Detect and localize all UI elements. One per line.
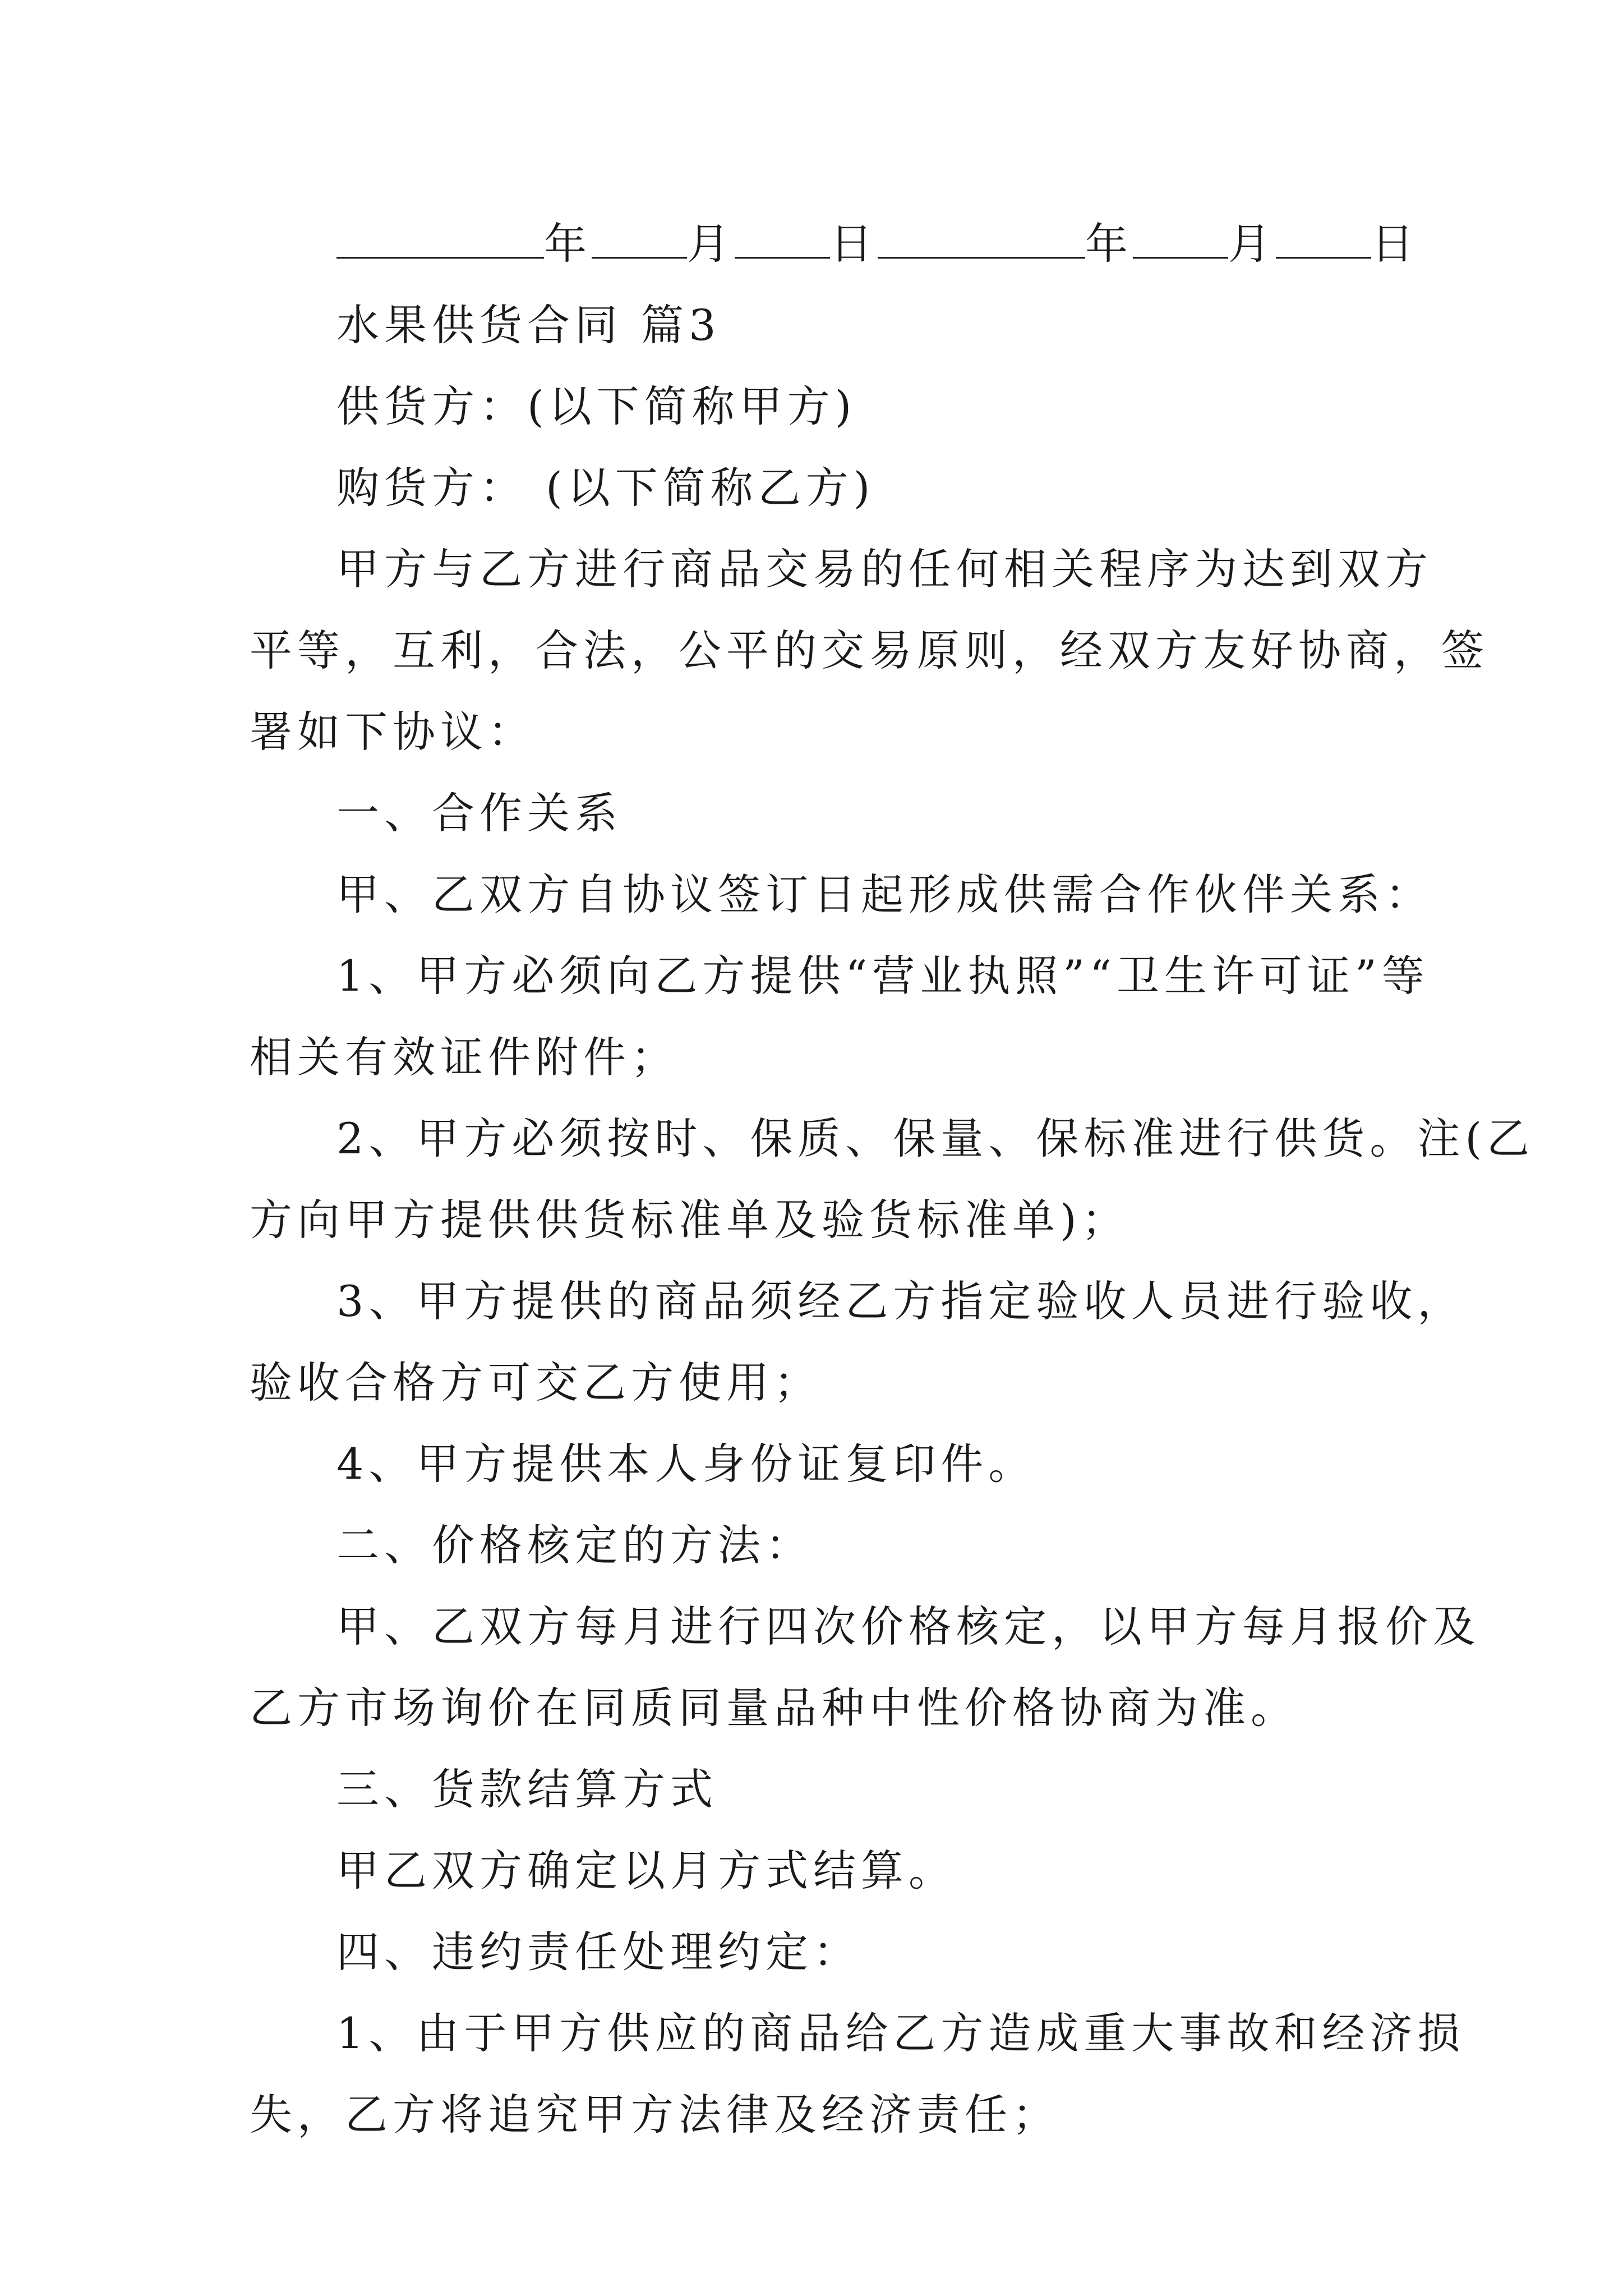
section-1-heading: 一、合作关系: [336, 788, 623, 838]
section-1-item-1-line-1: 1、甲方必须向乙方提供“营业执照”“卫生许可证”等: [336, 951, 1430, 1001]
year-blank-1: [336, 218, 544, 259]
month-label-1: 月: [687, 219, 735, 269]
section-3-heading: 三、货款结算方式: [336, 1764, 718, 1814]
signature-date-line: [336, 216, 1419, 272]
section-1-item-3-line-1: 3、甲方提供的商品须经乙方指定验收人员进行验收，: [336, 1276, 1465, 1326]
section-3-line-1: 甲乙双方确定以月方式结算。: [336, 1846, 956, 1895]
intro-line-1: 甲方与乙方进行商品交易的任何相关程序为达到双方: [336, 544, 1433, 594]
month-blank-2: [1133, 218, 1228, 259]
intro-line-2: 平等，互利，合法，公平的交易原则，经双方友好协商，签: [250, 625, 1489, 675]
year-label-1: 年: [544, 219, 592, 269]
section-2-line-2: 乙方市场询价在同质同量品种中性价格协商为准。: [250, 1683, 1298, 1733]
buyer-line: 购货方： (以下简称乙方): [336, 463, 875, 513]
intro-line-3: 署如下协议：: [250, 707, 536, 757]
supplier-line: 供货方：(以下简称甲方): [336, 381, 857, 431]
section-4-heading: 四、违约责任处理约定：: [336, 1927, 861, 1977]
day-label-1: 日: [830, 219, 878, 269]
section-2-line-1: 甲、乙双方每月进行四次价格核定，以甲方每月报价及: [336, 1602, 1481, 1651]
section-1-item-1-line-2: 相关有效证件附件；: [250, 1032, 679, 1082]
year-blank-2: [878, 218, 1085, 259]
day-label-2: 日: [1371, 219, 1419, 269]
contract-title: 水果供货合同 篇3: [336, 300, 721, 350]
section-1-item-2-line-2: 方向甲方提供供货标准单及验货标准单)；: [250, 1195, 1129, 1245]
section-1-item-4: 4、甲方提供本人身份证复印件。: [336, 1439, 1036, 1489]
section-2-heading: 二、价格核定的方法：: [336, 1520, 813, 1570]
section-1-item-2-line-1: 2、甲方必须按时、保质、保量、保标准进行供货。注(乙: [336, 1114, 1535, 1163]
day-blank-2: [1276, 218, 1371, 259]
month-blank-1: [592, 218, 687, 259]
section-1-intro: 甲、乙双方自协议签订日起形成供需合作伙伴关系：: [336, 869, 1433, 919]
year-label-2: 年: [1085, 219, 1133, 269]
section-4-item-1-line-2: 失，乙方将追究甲方法律及经济责任；: [250, 2090, 1060, 2139]
section-1-item-3-line-2: 验收合格方可交乙方使用；: [250, 1358, 822, 1407]
day-blank-1: [735, 218, 830, 259]
month-label-2: 月: [1228, 219, 1276, 269]
section-4-item-1-line-1: 1、由于甲方供应的商品给乙方造成重大事故和经济损: [336, 2008, 1465, 2058]
